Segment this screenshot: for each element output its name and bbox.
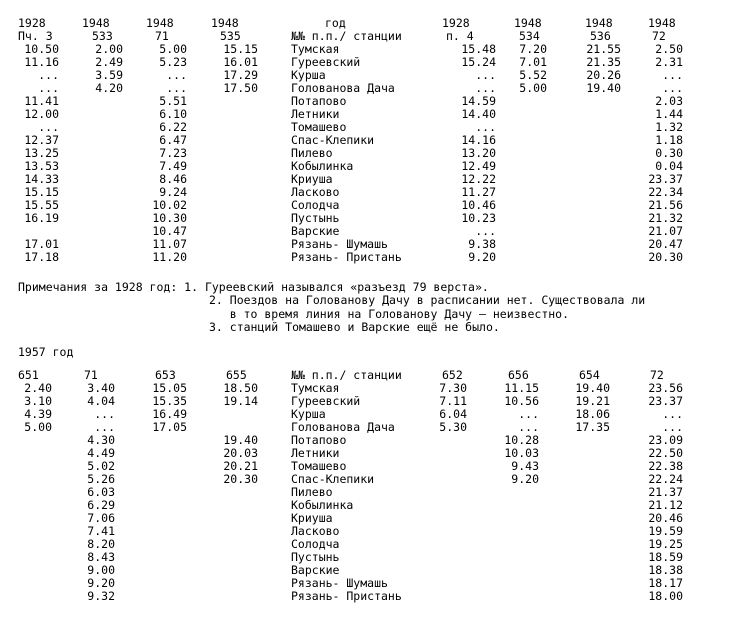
time-cell: 3.10 [24,394,52,408]
station-name: Потапово [291,94,347,108]
time-cell: 535 [220,29,241,43]
time-cell: 653 [155,368,176,382]
time-cell: 72 [652,29,666,43]
time-cell: 11.16 [24,55,59,69]
time-cell: 20.21 [223,459,258,473]
time-cell: 22.38 [648,459,683,473]
time-cell: 10.47 [152,224,187,238]
table-row [0,590,739,603]
time-cell: 19.59 [648,524,683,538]
station-name: №№ п.п./ станции [291,29,402,43]
station-name: Курша [291,68,326,82]
note-line-3: в то время линия на Голованову Дачу – неизвестно. [209,306,570,321]
time-cell: 1948 [648,16,676,30]
station-name: Голованова Дача [291,81,395,95]
time-cell: 21.32 [648,211,683,225]
table-row [0,212,739,225]
time-cell: 4.20 [95,81,123,95]
table-row [0,186,739,199]
time-cell: 19.21 [575,394,610,408]
time-cell: 17.29 [223,68,258,82]
station-name: №№ п.п./ станции [291,368,402,382]
time-cell: ... [94,407,115,421]
time-cell: 23.09 [648,433,683,447]
time-cell: 1948 [82,16,110,30]
time-cell: 13.25 [24,146,59,160]
time-cell: 8.43 [87,550,115,564]
table-row [0,82,739,95]
time-cell: 18.00 [648,589,683,603]
time-cell: 12.37 [24,133,59,147]
time-cell: 15.05 [152,381,187,395]
time-cell: 16.01 [223,55,258,69]
time-cell: 10.50 [24,42,59,56]
station-name: Потапово [291,433,347,447]
time-cell: ... [475,68,496,82]
time-cell: 12.00 [24,107,59,121]
time-cell: 17.18 [24,250,59,264]
time-cell: 14.16 [461,133,496,147]
time-cell: ... [94,420,115,434]
time-cell: ... [662,68,683,82]
station-name: Спас-Клепики [291,133,375,147]
time-cell: ... [518,407,539,421]
time-cell: ... [475,120,496,134]
time-cell: 6.03 [87,485,115,499]
time-cell: 5.00 [159,42,187,56]
time-cell: 7.11 [439,394,467,408]
station-name: Ласково [291,524,340,538]
time-cell: 10.03 [504,446,539,460]
time-cell: 21.37 [648,485,683,499]
time-cell: 13.53 [24,159,59,173]
time-cell: 11.27 [461,185,496,199]
time-cell: 23.37 [648,172,683,186]
time-cell: 19.40 [575,381,610,395]
station-name: Рязань- Шумашь [291,237,388,251]
time-cell: 6.22 [159,120,187,134]
note-line-2: 2. Поездов на Голованову Дачу в расписании нет. Существовала ли [209,293,646,308]
time-cell: 72 [650,368,664,382]
time-cell: 5.00 [24,420,52,434]
time-cell: 20.30 [223,472,258,486]
station-name: Кобылинка [291,159,354,173]
time-cell: 4.49 [87,446,115,460]
time-cell: 0.30 [655,146,683,160]
time-cell: 5.52 [519,68,547,82]
time-cell: 19.40 [223,433,258,447]
time-cell: ... [475,224,496,238]
time-cell: 9.00 [87,563,115,577]
station-name: Спас-Клепики [291,472,375,486]
station-name: Криуша [291,172,333,186]
time-cell: 9.38 [468,237,496,251]
notes-1928 [18,281,738,334]
time-cell: 15.15 [223,42,258,56]
time-cell: 7.23 [159,146,187,160]
station-name: Варские [291,224,340,238]
time-cell: 21.55 [586,42,621,56]
station-name: Томашево [291,120,347,134]
time-cell: Пч. 3 [18,29,53,43]
table-row [0,95,739,108]
section-title-1957: 1957 год [18,345,74,359]
time-cell: 22.34 [648,185,683,199]
station-name: Ласково [291,185,340,199]
time-cell: 20.46 [648,511,683,525]
table-row [0,160,739,173]
time-cell: ... [518,420,539,434]
station-name: Гуреевский [291,394,361,408]
table-row [0,108,739,121]
time-cell: ... [38,68,59,82]
time-cell: 2.40 [24,381,52,395]
time-cell: 23.56 [648,381,683,395]
timetable-1957 [0,369,739,603]
time-cell: 20.26 [586,68,621,82]
time-cell: 14.40 [461,107,496,121]
time-cell: 2.00 [95,42,123,56]
time-cell: 8.46 [159,172,187,186]
time-cell: ... [662,420,683,434]
time-cell: 9.20 [87,576,115,590]
time-cell: 8.20 [87,537,115,551]
time-cell: ... [38,81,59,95]
station-name: Летники [291,107,340,121]
time-cell: 533 [92,29,113,43]
time-cell: 4.04 [87,394,115,408]
time-cell: ... [662,407,683,421]
time-cell: 654 [579,368,600,382]
note-line-1: Примечания за 1928 год: 1. Гуреевский назывался «разъезд 79 верста». [18,280,489,294]
station-name: Голованова Дача [291,420,395,434]
time-cell: 18.59 [648,550,683,564]
time-cell: 17.01 [24,237,59,251]
table-row [0,147,739,160]
time-cell: 1928 [442,16,470,30]
time-cell: 1928 [18,16,46,30]
time-cell: 21.35 [586,55,621,69]
time-cell: 7.06 [87,511,115,525]
station-name: Рязань- Пристань [291,589,402,603]
time-cell: 7.41 [87,524,115,538]
time-cell: 6.04 [439,407,467,421]
station-name: Пилево [291,485,333,499]
time-cell: 7.20 [519,42,547,56]
time-cell: 1948 [514,16,542,30]
time-cell: 16.19 [24,211,59,225]
time-cell: 17.05 [152,420,187,434]
time-cell: 11.41 [24,94,59,108]
time-cell: 21.56 [648,198,683,212]
station-name: Пустынь [291,211,340,225]
time-cell: 652 [442,368,463,382]
time-cell: 1948 [211,16,239,30]
station-name: Солодча [291,198,340,212]
station-name: Тумская [291,42,340,56]
time-cell: 10.56 [504,394,539,408]
time-cell: 22.50 [648,446,683,460]
time-cell: 5.30 [439,420,467,434]
table-row [0,199,739,212]
time-cell: 9.20 [468,250,496,264]
time-cell: 5.23 [159,55,187,69]
time-cell: 5.51 [159,94,187,108]
time-cell: 7.01 [519,55,547,69]
time-cell: ... [662,81,683,95]
time-cell: 5.26 [87,472,115,486]
time-cell: 20.30 [648,250,683,264]
time-cell: ... [475,81,496,95]
time-cell: 9.32 [87,589,115,603]
station-name: Кобылинка [291,498,354,512]
time-cell: 655 [226,368,247,382]
time-cell: 17.50 [223,81,258,95]
time-cell: 19.14 [223,394,258,408]
station-name: Курша [291,407,326,421]
time-cell: 7.49 [159,159,187,173]
time-cell: 536 [590,29,611,43]
time-cell: 6.47 [159,133,187,147]
time-cell: 16.49 [152,407,187,421]
time-cell: 14.59 [461,94,496,108]
time-cell: 1948 [585,16,613,30]
time-cell: 18.17 [648,576,683,590]
time-cell: 651 [18,368,39,382]
note-line-4: 3. станций Томашево и Варские ещё не было. [209,319,500,334]
time-cell: 10.23 [461,211,496,225]
time-cell: 5.02 [87,459,115,473]
time-cell: 11.15 [504,381,539,395]
time-cell: 9.20 [511,472,539,486]
time-cell: 11.20 [152,250,187,264]
time-cell: 656 [508,368,529,382]
time-cell: 20.03 [223,446,258,460]
time-cell: 2.03 [655,94,683,108]
time-cell: 19.40 [586,81,621,95]
time-cell: 4.39 [24,407,52,421]
time-cell: 5.00 [519,81,547,95]
time-cell: 10.28 [504,433,539,447]
time-cell: 6.10 [159,107,187,121]
time-cell: 19.25 [648,537,683,551]
station-name: Летники [291,446,340,460]
station-name: Криуша [291,511,333,525]
time-cell: 23.37 [648,394,683,408]
time-cell: 1.44 [655,107,683,121]
time-cell: 15.48 [461,42,496,56]
time-cell: 1.32 [655,120,683,134]
time-cell: 15.55 [24,198,59,212]
station-name: Пилево [291,146,333,160]
station-name: Тумская [291,381,340,395]
station-name: Солодча [291,537,340,551]
time-cell: ... [38,120,59,134]
station-name: год [325,16,346,30]
time-cell: 71 [155,29,169,43]
table-row [0,173,739,186]
time-cell: 4.30 [87,433,115,447]
time-cell: 15.24 [461,55,496,69]
time-cell: 21.07 [648,224,683,238]
time-cell: 3.40 [87,381,115,395]
time-cell: 2.31 [655,55,683,69]
time-cell: 9.43 [511,459,539,473]
time-cell: 7.30 [439,381,467,395]
time-cell: ... [166,81,187,95]
station-name: Рязань- Пристань [291,250,402,264]
time-cell: 12.22 [461,172,496,186]
time-cell: 12.49 [461,159,496,173]
station-name: Гуреевский [291,55,361,69]
time-cell: 1948 [146,16,174,30]
time-cell: 0.04 [655,159,683,173]
table-row [0,251,739,264]
time-cell: 15.35 [152,394,187,408]
time-cell: ... [166,68,187,82]
time-cell: п. 4 [446,29,474,43]
time-cell: 18.06 [575,407,610,421]
time-cell: 534 [519,29,540,43]
table-row [0,134,739,147]
station-name: Пустынь [291,550,340,564]
time-cell: 71 [84,368,98,382]
time-cell: 17.35 [575,420,610,434]
time-cell: 15.15 [24,185,59,199]
time-cell: 18.50 [223,381,258,395]
time-cell: 13.20 [461,146,496,160]
time-cell: 10.02 [152,198,187,212]
time-cell: 18.38 [648,563,683,577]
time-cell: 1.18 [655,133,683,147]
time-cell: 22.24 [648,472,683,486]
time-cell: 2.50 [655,42,683,56]
time-cell: 2.49 [95,55,123,69]
time-cell: 3.59 [95,68,123,82]
time-cell: 21.12 [648,498,683,512]
time-cell: 9.24 [159,185,187,199]
station-name: Томашево [291,459,347,473]
time-cell: 6.29 [87,498,115,512]
timetable-1928-1948 [0,17,739,264]
time-cell: 20.47 [648,237,683,251]
time-cell: 11.07 [152,237,187,251]
station-name: Рязань- Шумашь [291,576,388,590]
time-cell: 14.33 [24,172,59,186]
station-name: Варские [291,563,340,577]
time-cell: 10.46 [461,198,496,212]
time-cell: 10.30 [152,211,187,225]
